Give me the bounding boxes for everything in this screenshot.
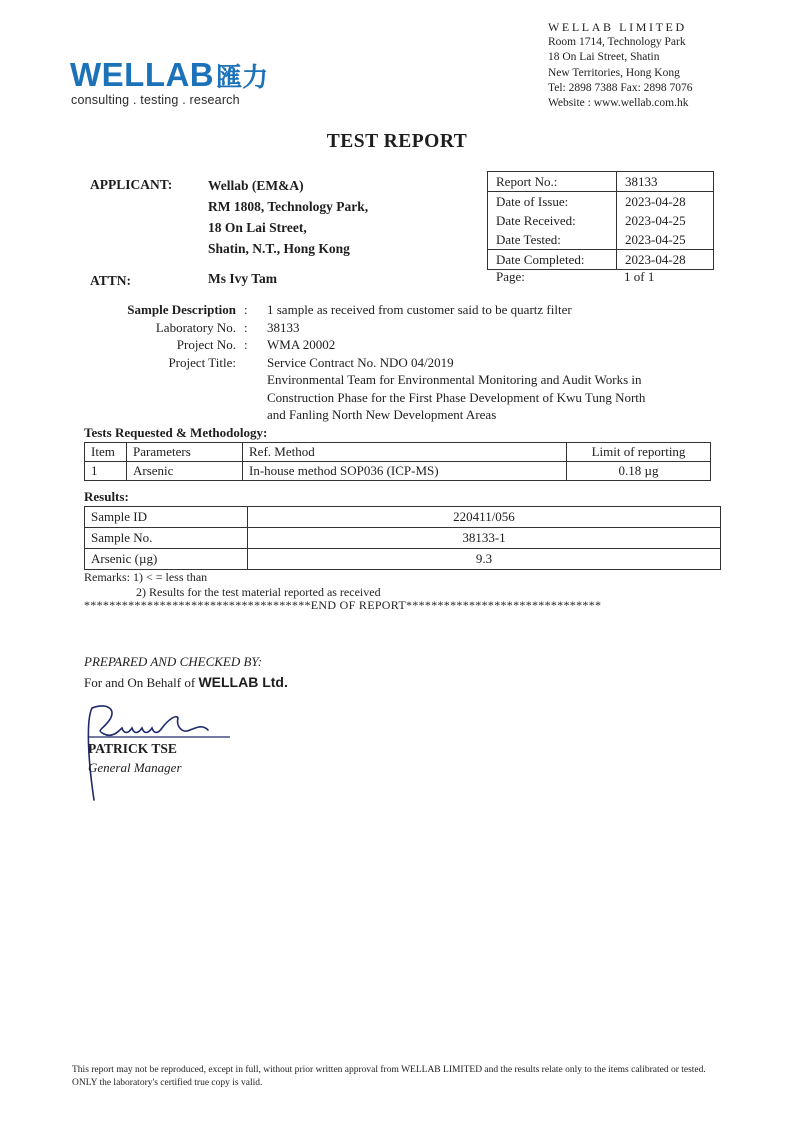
website-line: Website : www.wellab.com.hk bbox=[548, 97, 689, 110]
col-header-parameters: Parameters bbox=[127, 443, 243, 462]
sample-values bbox=[267, 301, 707, 424]
applicant-label: APPLICANT: bbox=[90, 177, 173, 192]
colon: : bbox=[244, 319, 248, 335]
project-title-line: Construction Phase for the First Phase Development of Kwu Tung North bbox=[267, 389, 646, 405]
project-title-line: Service Contract No. NDO 04/2019 bbox=[267, 354, 454, 370]
address-line: New Territories, Hong Kong bbox=[548, 66, 680, 79]
remark-line: 2) Results for the test material reported as received bbox=[136, 585, 381, 599]
address-line: Room 1714, Technology Park bbox=[548, 36, 686, 49]
cell-item: 1 bbox=[85, 462, 127, 481]
applicant-line: Shatin, N.T., Hong Kong bbox=[208, 241, 350, 256]
report-info-table bbox=[487, 171, 714, 270]
applicant-line: Wellab (EM&A) bbox=[208, 178, 304, 193]
date-completed-label: Date Completed: bbox=[488, 250, 617, 270]
report-info-row bbox=[488, 230, 714, 250]
attn-label: ATTN: bbox=[90, 273, 132, 288]
prepared-heading: PREPARED AND CHECKED BY: bbox=[84, 654, 263, 669]
col-header-limit: Limit of reporting bbox=[567, 443, 711, 462]
sample-description-label: Sample Description bbox=[127, 302, 236, 317]
report-no-label: Report No.: bbox=[488, 172, 617, 192]
results-label: Sample No. bbox=[85, 528, 248, 549]
signatory-role: General Manager bbox=[88, 760, 182, 775]
cell-ref-method: In-house method SOP036 (ICP-MS) bbox=[243, 462, 567, 481]
behalf-line bbox=[84, 674, 288, 691]
sample-description-value: 1 sample as received from customer said to be quartz filter bbox=[267, 302, 572, 317]
behalf-prefix: For and On Behalf of bbox=[84, 675, 199, 690]
report-info-row bbox=[488, 192, 714, 212]
address-line: 18 On Lai Street, Shatin bbox=[548, 51, 660, 64]
report-info-row bbox=[488, 211, 714, 230]
project-no-value: WMA 20002 bbox=[267, 337, 336, 352]
date-tested-value: 2023-04-25 bbox=[617, 230, 714, 250]
results-value: 38133-1 bbox=[248, 528, 721, 549]
page-value: 1 of 1 bbox=[624, 269, 655, 284]
col-header-item: Item bbox=[85, 443, 127, 462]
signatory-name: PATRICK TSE bbox=[88, 741, 177, 756]
logo-brand-chinese: 匯力 bbox=[216, 62, 269, 92]
colon: : bbox=[244, 337, 248, 352]
project-no-label: Project No. bbox=[176, 337, 236, 352]
cell-limit: 0.18 µg bbox=[567, 462, 711, 481]
results-heading: Results: bbox=[84, 489, 129, 504]
applicant-line: RM 1808, Technology Park, bbox=[208, 199, 369, 214]
tests-table bbox=[84, 442, 711, 481]
end-of-report: ************************************END OF REPORT******************************* bbox=[84, 598, 602, 612]
report-info-row bbox=[488, 172, 714, 192]
laboratory-no-value: 38133 bbox=[267, 319, 300, 335]
results-label: Sample ID bbox=[85, 507, 248, 528]
logo-tagline: consulting . testing . research bbox=[71, 93, 240, 107]
project-title-line: and Fanling North New Development Areas bbox=[267, 407, 497, 422]
table-row bbox=[85, 528, 721, 549]
tests-heading: Tests Requested & Methodology: bbox=[84, 425, 268, 440]
date-completed-value: 2023-04-28 bbox=[625, 252, 686, 267]
date-tested-label: Date Tested: bbox=[488, 230, 617, 250]
project-title-line: Environmental Team for Environmental Monitoring and Audit Works in bbox=[267, 372, 642, 387]
laboratory-no-label: Laboratory No. bbox=[155, 319, 236, 335]
page-label: Page: bbox=[496, 269, 525, 284]
remarks bbox=[84, 570, 381, 600]
results-value: 220411/056 bbox=[248, 507, 721, 528]
date-received-label: Date Received: bbox=[488, 211, 617, 230]
results-value: 9.3 bbox=[248, 549, 721, 570]
results-label: Arsenic (µg) bbox=[85, 549, 248, 570]
report-no-value: 38133 bbox=[617, 172, 714, 192]
date-of-issue-value: 2023-04-28 bbox=[625, 194, 686, 209]
project-title-label: Project Title: bbox=[168, 354, 236, 370]
sample-colons bbox=[244, 301, 248, 354]
applicant-line: 18 On Lai Street, bbox=[208, 220, 307, 235]
table-row bbox=[85, 462, 711, 481]
cell-parameter: Arsenic bbox=[127, 462, 243, 481]
results-table bbox=[84, 506, 721, 570]
remark-line: Remarks: 1) < = less than bbox=[84, 570, 208, 584]
contact-line: Tel: 2898 7388 Fax: 2898 7076 bbox=[548, 81, 693, 94]
report-info-row bbox=[488, 250, 714, 270]
footer-disclaimer: This report may not be reproduced, except in full, without prior written approval from WELLAB LIMITED and the results relate only to the items calibrated or tested. ONLY the laboratory's certified true copy is valid. bbox=[72, 1065, 706, 1088]
behalf-company: WELLAB Ltd. bbox=[198, 674, 288, 690]
company-logo bbox=[70, 58, 268, 94]
logo-brand: WELLAB bbox=[70, 56, 215, 93]
date-of-issue-label: Date of Issue: bbox=[488, 192, 617, 212]
tests-header-row bbox=[85, 443, 711, 462]
colon: : bbox=[244, 302, 248, 317]
attn-value: Ms Ivy Tam bbox=[208, 271, 278, 286]
sample-labels bbox=[96, 301, 236, 371]
col-header-ref-method: Ref. Method bbox=[243, 443, 567, 462]
table-row bbox=[85, 507, 721, 528]
table-row bbox=[85, 549, 721, 570]
document-title: TEST REPORT bbox=[326, 131, 468, 152]
company-name: WELLAB LIMITED bbox=[548, 20, 687, 34]
applicant-address bbox=[208, 175, 368, 259]
company-address-block bbox=[548, 20, 693, 111]
date-received-value: 2023-04-25 bbox=[625, 213, 686, 228]
